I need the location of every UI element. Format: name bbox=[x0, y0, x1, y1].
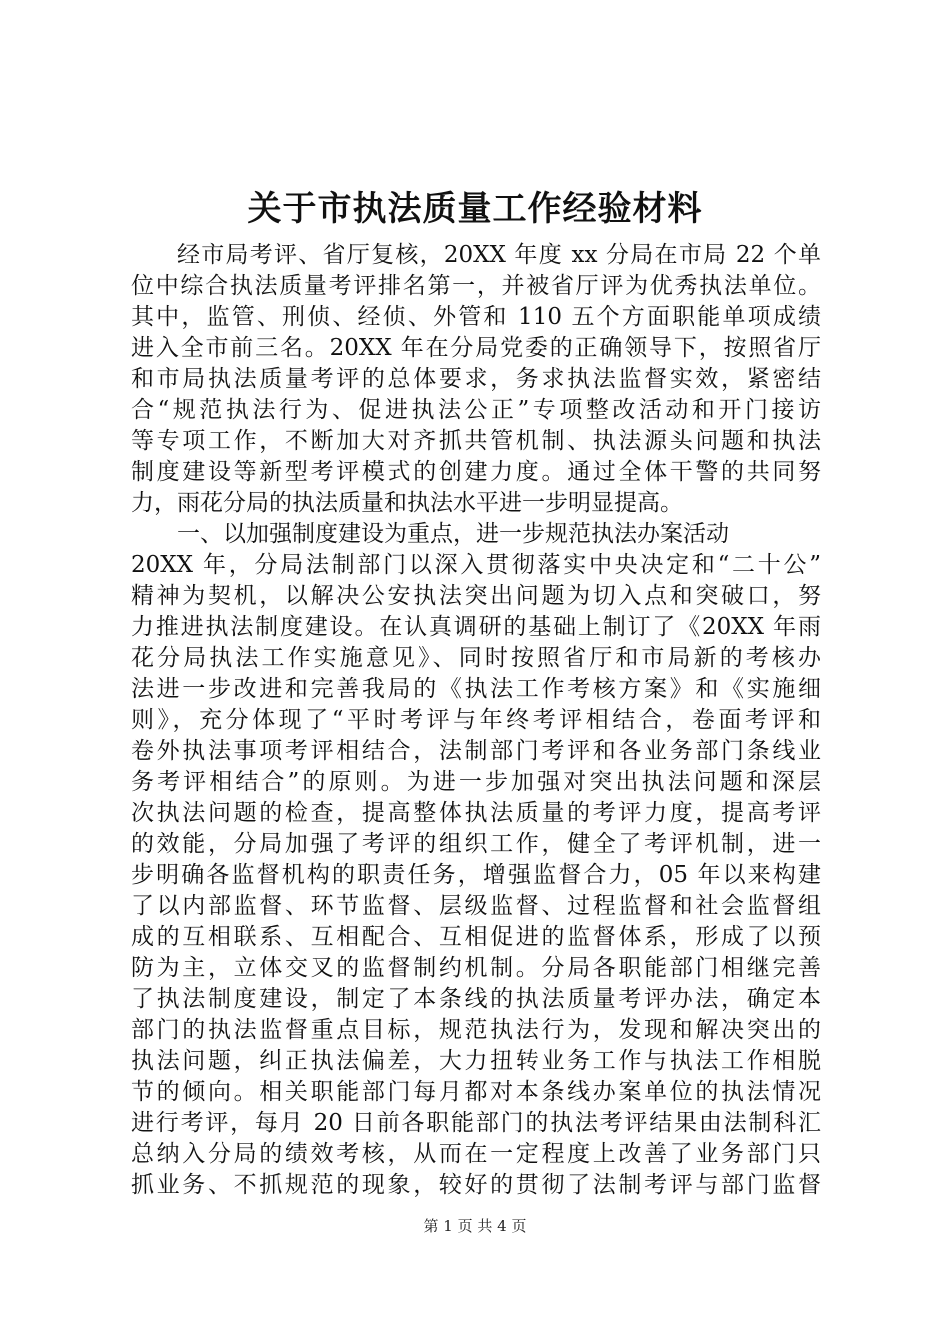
body-line: 合“规范执法行为、促进执法公正”专项整改活动和开门接访 bbox=[131, 397, 821, 423]
body-line: 制度建设等新型考评模式的创建力度。通过全体干警的共同努 bbox=[131, 459, 821, 485]
section-heading: 一、以加强制度建设为重点，进一步规范执法办案活动 bbox=[177, 521, 729, 547]
body-line: 执法问题，纠正执法偏差，大力扭转业务工作与执法工作相脱 bbox=[131, 1048, 821, 1074]
body-line: 精神为契机，以解决公安执法突出问题为切入点和突破口，努 bbox=[131, 583, 821, 609]
body-line: 和市局执法质量考评的总体要求，务求执法监督实效，紧密结 bbox=[131, 366, 821, 392]
body-line: 了以内部监督、环节监督、层级监督、过程监督和社会监督组 bbox=[131, 893, 821, 919]
body-line: 法进一步改进和完善我局的《执法工作考核方案》和《实施细 bbox=[131, 676, 821, 702]
body-line: 力，雨花分局的执法质量和执法水平进一步明显提高。 bbox=[131, 490, 683, 516]
body-line: 进入全市前三名。20XX 年在分局党委的正确领导下，按照省厅 bbox=[131, 335, 821, 361]
body-line: 20XX 年，分局法制部门以深入贯彻落实中央决定和“二十公” bbox=[131, 552, 821, 578]
body-line: 等专项工作，不断加大对齐抓共管机制、执法源头问题和执法 bbox=[131, 428, 821, 454]
body-line: 卷外执法事项考评相结合，法制部门考评和各业务部门条线业 bbox=[131, 738, 821, 764]
body-line: 其中，监管、刑侦、经侦、外管和 110 五个方面职能单项成绩 bbox=[131, 304, 821, 330]
body-line: 的效能，分局加强了考评的组织工作，健全了考评机制，进一 bbox=[131, 831, 821, 857]
page-number-footer: 第 1 页 共 4 页 bbox=[423, 1217, 527, 1235]
body-line: 防为主，立体交叉的监督制约机制。分局各职能部门相继完善 bbox=[131, 955, 821, 981]
body-line: 力推进执法制度建设。在认真调研的基础上制订了《20XX 年雨 bbox=[131, 614, 821, 640]
body-line: 总纳入分局的绩效考核，从而在一定程度上改善了业务部门只 bbox=[131, 1141, 821, 1167]
body-line: 位中综合执法质量考评排名第一，并被省厅评为优秀执法单位。 bbox=[131, 273, 821, 299]
document-body bbox=[131, 240, 821, 1201]
body-line: 次执法问题的检查，提高整体执法质量的考评力度，提高考评 bbox=[131, 800, 821, 826]
body-line: 花分局执法工作实施意见》、同时按照省厅和市局新的考核办 bbox=[131, 645, 821, 671]
body-line: 经市局考评、省厅复核，20XX 年度 xx 分局在市局 22 个单 bbox=[177, 242, 821, 268]
body-line: 步明确各监督机构的职责任务，增强监督合力，05 年以来构建 bbox=[131, 862, 821, 888]
body-line: 成的互相联系、互相配合、互相促进的监督体系，形成了以预 bbox=[131, 924, 821, 950]
body-line: 了执法制度建设，制定了本条线的执法质量考评办法，确定本 bbox=[131, 986, 821, 1012]
body-line: 则》，充分体现了“平时考评与年终考评相结合，卷面考评和 bbox=[131, 707, 821, 733]
body-line: 务考评相结合”的原则。为进一步加强对突出执法问题和深层 bbox=[131, 769, 821, 795]
body-line: 进行考评，每月 20 日前各职能部门的执法考评结果由法制科汇 bbox=[131, 1110, 821, 1136]
body-line: 部门的执法监督重点目标，规范执法行为，发现和解决突出的 bbox=[131, 1017, 821, 1043]
document-title: 关于市执法质量工作经验材料 bbox=[247, 189, 703, 229]
body-line: 节的倾向。相关职能部门每月都对本条线办案单位的执法情况 bbox=[131, 1079, 821, 1105]
body-line: 抓业务、不抓规范的现象，较好的贯彻了法制考评与部门监督 bbox=[131, 1172, 821, 1198]
